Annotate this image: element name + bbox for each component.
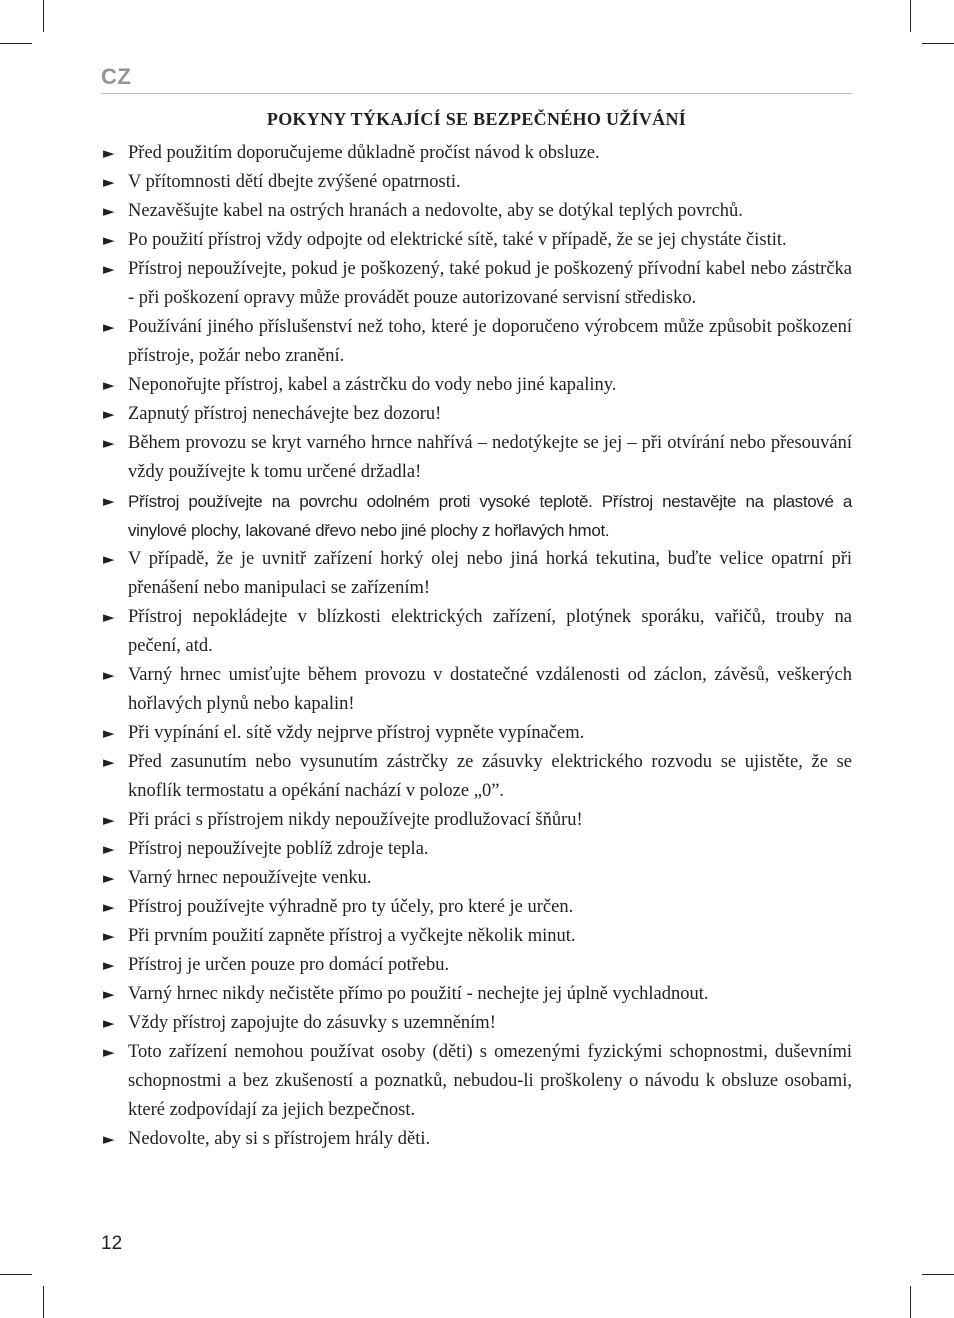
- list-item: [103, 864, 852, 893]
- list-item: [103, 951, 852, 980]
- list-item: [103, 1038, 852, 1125]
- list-item-text: Zapnutý přístroj nenechávejte bez dozoru!: [128, 404, 442, 424]
- crop-mark: [0, 43, 32, 44]
- list-item-text: Varný hrnec nepoužívejte venku.: [128, 868, 372, 888]
- list-item: [103, 545, 852, 603]
- list-item: [103, 922, 852, 951]
- list-item-text: Přístroj nepokládejte v blízkosti elektrických zařízení, plotýnek sporáku, vařičů, trouby na pečení, atd.: [128, 607, 852, 656]
- list-item: [103, 661, 852, 719]
- list-item: [103, 371, 852, 400]
- header-divider: [101, 93, 852, 94]
- bullet-arrow-icon: ►: [103, 144, 115, 162]
- bullet-arrow-icon: ►: [103, 898, 115, 916]
- list-item: [103, 226, 852, 255]
- list-item: [103, 806, 852, 835]
- list-item-text: Během provozu se kryt varného hrnce nahřívá – nedotýkejte se jej – při otvírání nebo přesouvání vždy používejte k tomu určené držadla!: [128, 433, 852, 482]
- bullet-arrow-icon: ►: [103, 231, 115, 249]
- list-item-text: Před zasunutím nebo vysunutím zástrčky ze zásuvky elektrického rozvodu se ujistěte, že se knoflík termostatu a opékání nachází v poloze „0”.: [128, 752, 852, 801]
- list-item-text: Nedovolte, aby si s přístrojem hrály děti.: [128, 1129, 431, 1149]
- bullet-arrow-icon: ►: [103, 608, 115, 626]
- bullet-arrow-icon: ►: [103, 869, 115, 887]
- bullet-arrow-icon: ►: [103, 202, 115, 220]
- bullet-arrow-icon: ►: [103, 956, 115, 974]
- list-item: [103, 429, 852, 487]
- language-code: CZ: [101, 64, 132, 89]
- list-item: [103, 168, 852, 197]
- list-item: [103, 487, 852, 545]
- list-item-text: Přístroj je určen pouze pro domácí potřebu.: [128, 955, 450, 975]
- bullet-arrow-icon: ►: [103, 811, 115, 829]
- list-item: [103, 139, 852, 168]
- list-item-text: Při vypínání el. sítě vždy nejprve přístroj vypněte vypínačem.: [128, 723, 585, 743]
- bullet-arrow-icon: ►: [103, 376, 115, 394]
- crop-mark: [43, 1286, 44, 1318]
- section-title: POKYNY TÝKAJÍCÍ SE BEZPEČNÉHO UŽÍVÁNÍ: [266, 109, 687, 129]
- bullet-arrow-icon: ►: [103, 318, 115, 336]
- list-item-text: Před použitím doporučujeme důkladně pročíst návod k obsluze.: [128, 143, 600, 163]
- list-item-text: Přístroj používejte na povrchu odolném proti vysoké teplotě. Přístroj nestavějte na plastové a vinylové plochy, lakované dřevo nebo jiné plochy z hořlavých hmot.: [128, 492, 852, 540]
- list-item-text: Varný hrnec nikdy nečistěte přímo po použití - nechejte jej úplně vychladnout.: [128, 984, 709, 1004]
- bullet-arrow-icon: ►: [103, 260, 115, 278]
- bullet-arrow-icon: ►: [103, 753, 115, 771]
- list-item-text: Vždy přístroj zapojujte do zásuvky s uzemněním!: [128, 1013, 496, 1033]
- list-item-text: Při prvním použití zapněte přístroj a vyčkejte několik minut.: [128, 926, 576, 946]
- bullet-arrow-icon: ►: [103, 666, 115, 684]
- list-item: [103, 748, 852, 806]
- bullet-arrow-icon: ►: [103, 1130, 115, 1148]
- bullet-arrow-icon: ►: [103, 927, 115, 945]
- list-item-text: Toto zařízení nemohou používat osoby (děti) s omezenými fyzickými schopnostmi, duševními schopnostmi a bez zkušeností a poznatků, nebudou-li proškoleny o návodu k obsluze osobami, které zodpovídají za jejich bezpečnost.: [128, 1042, 852, 1120]
- list-item: [103, 835, 852, 864]
- list-item: [103, 313, 852, 371]
- list-item: [103, 719, 852, 748]
- list-item-text: V přítomnosti dětí dbejte zvýšené opatrnosti.: [128, 172, 461, 192]
- crop-mark: [910, 1286, 911, 1318]
- bullet-arrow-icon: ►: [103, 173, 115, 191]
- list-item-text: Neponořujte přístroj, kabel a zástrčku do vody nebo jiné kapaliny.: [128, 375, 617, 395]
- crop-mark: [910, 0, 911, 32]
- bullet-arrow-icon: ►: [103, 1043, 115, 1061]
- bullet-arrow-icon: ►: [103, 985, 115, 1003]
- crop-mark: [922, 1274, 954, 1275]
- list-item-text: Nezavěšujte kabel na ostrých hranách a nedovolte, aby se dotýkal teplých povrchů.: [128, 201, 743, 221]
- crop-mark: [922, 43, 954, 44]
- bullet-arrow-icon: ►: [103, 840, 115, 858]
- list-item-text: V případě, že je uvnitř zařízení horký olej nebo jiná horká tekutina, buďte velice opatrní při přenášení nebo manipulaci se zařízením!: [128, 549, 852, 598]
- bullet-arrow-icon: ►: [103, 724, 115, 742]
- list-item: [103, 603, 852, 661]
- bullet-arrow-icon: ►: [103, 405, 115, 423]
- list-item-text: Používání jiného příslušenství než toho, které je doporučeno výrobcem může způsobit poškození přístroje, požár nebo zranění.: [128, 317, 852, 366]
- list-item: [103, 1009, 852, 1038]
- bullet-arrow-icon: ►: [103, 434, 115, 452]
- list-item-text: Po použití přístroj vždy odpojte od elektrické sítě, také v případě, že se jej chystáte čistit.: [128, 230, 787, 250]
- list-item-text: Přístroj používejte výhradně pro ty účely, pro které je určen.: [128, 897, 574, 917]
- list-item: [103, 1125, 852, 1154]
- list-item-text: Přístroj nepoužívejte poblíž zdroje tepla.: [128, 839, 429, 859]
- list-item: [103, 893, 852, 922]
- list-item: [103, 255, 852, 313]
- bullet-arrow-icon: ►: [103, 550, 115, 568]
- list-item: [103, 197, 852, 226]
- crop-mark: [43, 0, 44, 32]
- list-item-text: Přístroj nepoužívejte, pokud je poškozený, také pokud je poškozený přívodní kabel nebo zástrčka - při poškození opravy může provádět pouze autorizované servisní středisko.: [128, 259, 852, 308]
- safety-instructions-list: [103, 139, 852, 1154]
- list-item-text: Varný hrnec umisťujte během provozu v dostatečné vzdálenosti od záclon, závěsů, veškerých hořlavých plynů nebo kapalin!: [128, 665, 852, 714]
- bullet-arrow-icon: ►: [103, 492, 115, 510]
- crop-mark: [0, 1274, 32, 1275]
- list-item: [103, 400, 852, 429]
- list-item-text: Při práci s přístrojem nikdy nepoužívejte prodlužovací šňůru!: [128, 810, 583, 830]
- bullet-arrow-icon: ►: [103, 1014, 115, 1032]
- list-item: [103, 980, 852, 1009]
- page-number: 12: [101, 1233, 123, 1254]
